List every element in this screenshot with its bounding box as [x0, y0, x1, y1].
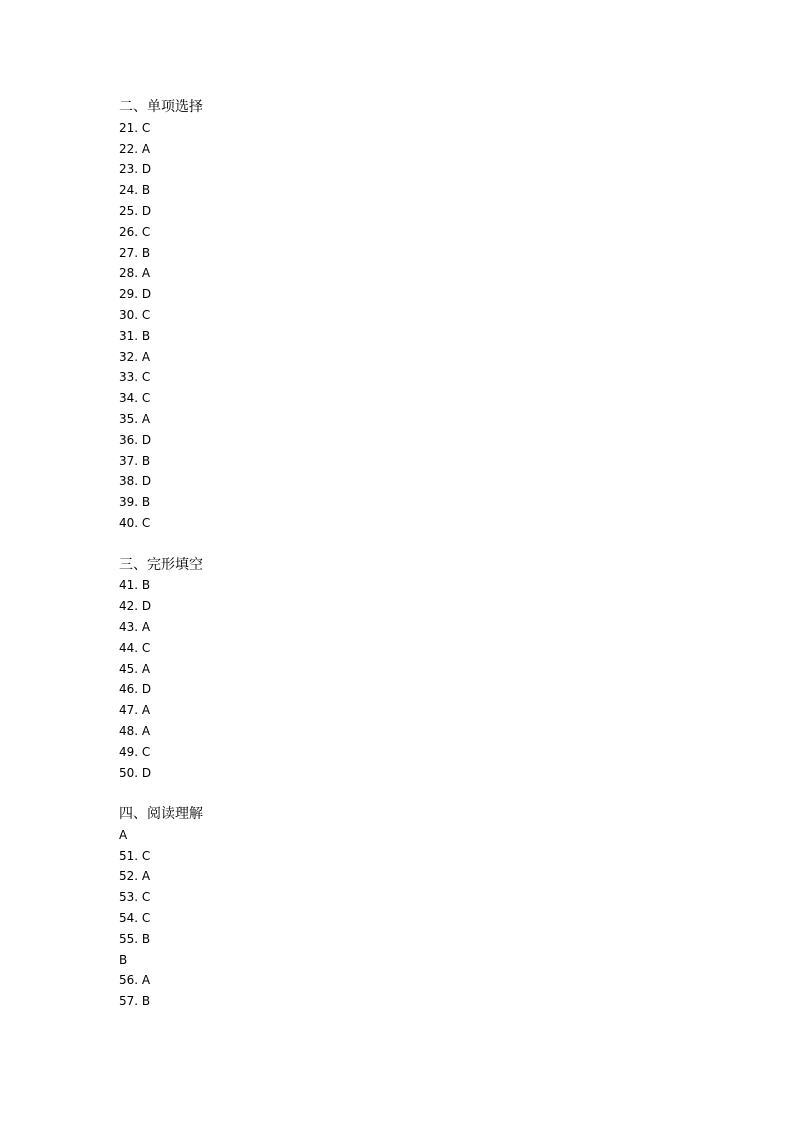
answer-line: 33. C	[119, 370, 151, 385]
answer-line: 52. A	[119, 869, 151, 884]
answer-line: 49. C	[119, 744, 151, 759]
answer-line: 34. C	[119, 391, 151, 406]
answer-line: 25. D	[119, 203, 152, 218]
answer-line: 21. C	[119, 120, 151, 135]
section-spacer	[119, 783, 719, 804]
answer-line: 46. D	[119, 682, 152, 697]
answer-line: 44. C	[119, 640, 151, 655]
answer-line: 48. A	[119, 723, 151, 738]
answer-line: 47. A	[119, 703, 151, 718]
passage-label: A	[119, 827, 128, 842]
answer-line: 38. D	[119, 474, 152, 489]
answer-line: 51. C	[119, 848, 151, 863]
answer-line: 29. D	[119, 287, 152, 302]
section-heading-reading: 四、阅读理解	[119, 806, 203, 823]
answer-line: 31. B	[119, 328, 151, 343]
answer-line: 54. C	[119, 911, 151, 926]
section-heading-cloze: 三、完形填空	[119, 556, 203, 573]
answer-line: 26. C	[119, 224, 151, 239]
answer-line: 42. D	[119, 599, 152, 614]
answer-line: 28. A	[119, 266, 151, 281]
answer-line: 50. D	[119, 765, 152, 780]
answer-line: 55. B	[119, 931, 151, 946]
answer-line: 27. B	[119, 245, 151, 260]
answer-line: 53. C	[119, 890, 151, 905]
answer-line: 24. B	[119, 183, 151, 198]
answer-line: 41. B	[119, 578, 151, 593]
section-heading-single-choice: 二、单项选择	[119, 99, 203, 115]
answer-line: 37. B	[119, 453, 151, 468]
answer-line: 43. A	[119, 619, 151, 634]
answer-key-page	[119, 97, 719, 1012]
answer-line: 56. A	[119, 973, 151, 988]
answer-line: 22. A	[119, 141, 151, 156]
answer-line: 35. A	[119, 411, 151, 426]
answer-line: 32. A	[119, 349, 151, 364]
answer-line: 36. D	[119, 432, 152, 447]
answer-line: 23. D	[119, 162, 152, 177]
section-spacer	[119, 534, 719, 555]
answer-line: 30. C	[119, 307, 151, 322]
answer-line: 39. B	[119, 495, 151, 510]
answer-line: 45. A	[119, 661, 151, 676]
answer-line: 40. C	[119, 515, 151, 530]
passage-label: B	[119, 952, 128, 967]
answer-line: 57. B	[119, 994, 151, 1009]
